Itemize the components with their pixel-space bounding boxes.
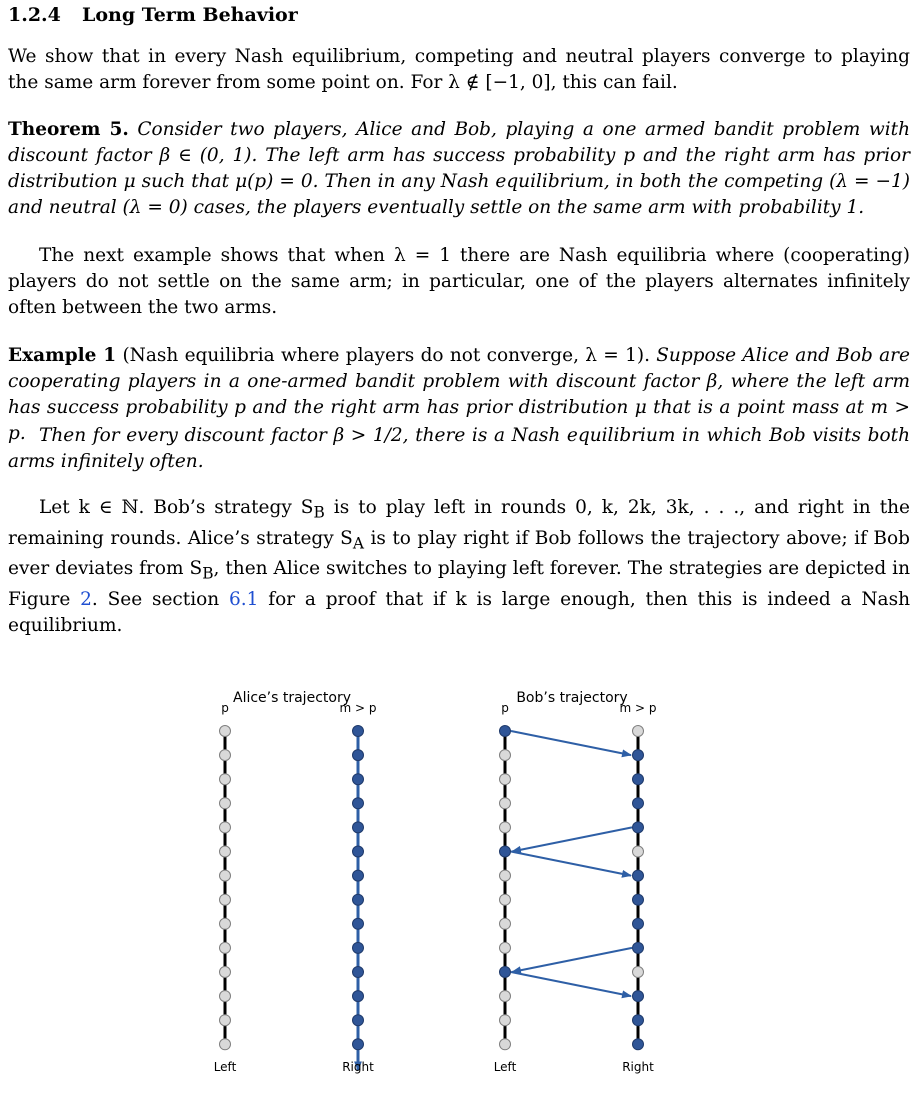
bob-left-node bbox=[500, 894, 511, 905]
bob-left-node bbox=[500, 942, 511, 953]
alice-right-node bbox=[353, 870, 364, 881]
alice-right-node bbox=[353, 822, 364, 833]
alice-right-arm-label: m > p bbox=[339, 701, 377, 715]
section-title: Long Term Behavior bbox=[82, 4, 298, 26]
bob-left-node bbox=[500, 726, 511, 737]
intro-line-1: We show that in every Nash equilibrium, competing and neutral players converge to playing the bbox=[8, 46, 910, 93]
bob-left-node bbox=[500, 870, 511, 881]
alice-right-node bbox=[353, 798, 364, 809]
bob-left-node bbox=[500, 991, 511, 1002]
bob-left-node bbox=[500, 798, 511, 809]
alice-left-label: Left bbox=[213, 1060, 237, 1074]
strategy-sub-b: B bbox=[313, 503, 325, 522]
bob-switch-arrow bbox=[512, 827, 632, 851]
strategy-sub-a: A bbox=[352, 534, 364, 553]
alice-left-node bbox=[220, 894, 231, 905]
bob-right-label: Right bbox=[622, 1060, 654, 1074]
next-example-paragraph: The next example shows that when λ = 1 there are Nash equilibria where (cooperating) players do not settle on the same arm; in particular, one of the players alternates infinitely often between the two arms. bbox=[8, 245, 910, 318]
bob-right-node bbox=[633, 822, 644, 833]
bob-right-node bbox=[633, 846, 644, 857]
bob-switch-arrow bbox=[511, 852, 631, 876]
alice-trajectory-title: Alice’s trajectory bbox=[233, 690, 351, 706]
alice-left-node bbox=[220, 870, 231, 881]
strategy-text-4: , then Alice switches to playing left forever. The strategies are depicted in Figure bbox=[8, 558, 910, 611]
strategy-text-3: is to play right if Bob follows the trajectory above; if Bob ever deviates from S bbox=[8, 527, 910, 580]
bob-left-node bbox=[500, 822, 511, 833]
alice-right-node bbox=[353, 967, 364, 978]
bob-right-node bbox=[633, 1015, 644, 1026]
example-label: Example 1 bbox=[8, 345, 117, 366]
section-ref-link[interactable]: 6.1 bbox=[229, 589, 259, 611]
alice-left-node bbox=[220, 798, 231, 809]
alice-right-node bbox=[353, 750, 364, 761]
alice-right-node bbox=[353, 991, 364, 1002]
theorem-text: Consider two players, Alice and Bob, playing a one armed bandit problem with discount factor β ∈ (0, 1). The left arm has success probability p and the right arm has prior distribution μ such that μ(p) = 0. Then in any Nash equilibrium, in both the competing (λ = −1) and neutral (λ = 0) cases, the players eventually settle on the same arm with probability 1. bbox=[8, 119, 910, 218]
bob-trajectory-title: Bob’s trajectory bbox=[516, 690, 628, 706]
bob-switch-arrow bbox=[511, 972, 631, 996]
alice-left-node bbox=[220, 942, 231, 953]
bob-right-node bbox=[633, 918, 644, 929]
alice-right-node bbox=[353, 1039, 364, 1050]
alice-left-node bbox=[220, 750, 231, 761]
alice-left-node bbox=[220, 726, 231, 737]
alice-right-label: Right bbox=[342, 1060, 374, 1074]
strategy-text-6: for a proof that if k is large enough, then this is indeed a Nash equilibrium. bbox=[8, 589, 910, 637]
theorem-5 bbox=[8, 117, 910, 221]
alice-right-node bbox=[353, 918, 364, 929]
alice-left-node bbox=[220, 846, 231, 857]
alice-left-arm-label: p bbox=[221, 701, 229, 715]
alice-right-node bbox=[353, 846, 364, 857]
bob-right-node bbox=[633, 870, 644, 881]
bob-left-arm-label: p bbox=[501, 701, 509, 715]
intro-line-2: same arm forever from some point on. For λ ∉ [−1, 0], this can fail. bbox=[44, 72, 678, 93]
strategy-text-5: . See section bbox=[91, 589, 229, 611]
alice-left-node bbox=[220, 822, 231, 833]
alice-right-node bbox=[353, 894, 364, 905]
section-number: 1.2.4 bbox=[8, 4, 61, 26]
bob-right-arm-label: m > p bbox=[619, 701, 657, 715]
bob-right-node bbox=[633, 750, 644, 761]
alice-right-node bbox=[353, 942, 364, 953]
example-subtitle: (Nash equilibria where players do not converge, λ = 1). bbox=[122, 345, 650, 366]
bob-left-node bbox=[500, 918, 511, 929]
example-text: Suppose Alice and Bob are cooperating players in a one-armed bandit problem with discount factor β, where the left arm has success probability p and the right arm has prior distribution μ that is a point mass at m > p. bbox=[8, 345, 910, 444]
bob-left-node bbox=[500, 1039, 511, 1050]
example-1-continued: Then for every discount factor β > 1/2, there is a Nash equilibrium in which Bob visits both arms infinitely often. bbox=[8, 425, 910, 472]
strategy-paragraph bbox=[8, 495, 910, 639]
alice-left-node bbox=[220, 991, 231, 1002]
figure-2-trajectories bbox=[0, 650, 917, 1108]
bob-left-node bbox=[500, 750, 511, 761]
alice-left-node bbox=[220, 774, 231, 785]
figure-ref-link[interactable]: 2 bbox=[80, 589, 92, 611]
bob-right-node bbox=[633, 991, 644, 1002]
bob-left-node bbox=[500, 774, 511, 785]
alice-right-node bbox=[353, 1015, 364, 1026]
strategy-text-2: is to play left in rounds 0, k, 2k, 3k, . . ., and right in the remaining rounds. Alice’s strategy S bbox=[8, 497, 910, 549]
strategy-sub-b2: B bbox=[202, 565, 214, 584]
bob-right-node bbox=[633, 798, 644, 809]
alice-right-node bbox=[353, 774, 364, 785]
bob-right-node bbox=[633, 1039, 644, 1050]
bob-switch-arrow bbox=[512, 948, 632, 972]
bob-left-label: Left bbox=[493, 1060, 517, 1074]
bob-right-node bbox=[633, 726, 644, 737]
bob-left-node bbox=[500, 1015, 511, 1026]
section-heading bbox=[8, 4, 298, 26]
bob-right-node bbox=[633, 942, 644, 953]
bob-left-node bbox=[500, 967, 511, 978]
alice-left-node bbox=[220, 967, 231, 978]
alice-right-node bbox=[353, 726, 364, 737]
intro-paragraph bbox=[8, 44, 910, 96]
strategy-text-1: Let k ∈ ℕ. Bob’s strategy S bbox=[39, 497, 314, 518]
bob-switch-arrow bbox=[511, 731, 631, 755]
alice-left-node bbox=[220, 918, 231, 929]
bob-right-node bbox=[633, 894, 644, 905]
bob-left-node bbox=[500, 846, 511, 857]
theorem-label: Theorem 5. bbox=[8, 119, 129, 140]
bob-right-node bbox=[633, 967, 644, 978]
alice-left-node bbox=[220, 1015, 231, 1026]
alice-left-node bbox=[220, 1039, 231, 1050]
bob-right-node bbox=[633, 774, 644, 785]
